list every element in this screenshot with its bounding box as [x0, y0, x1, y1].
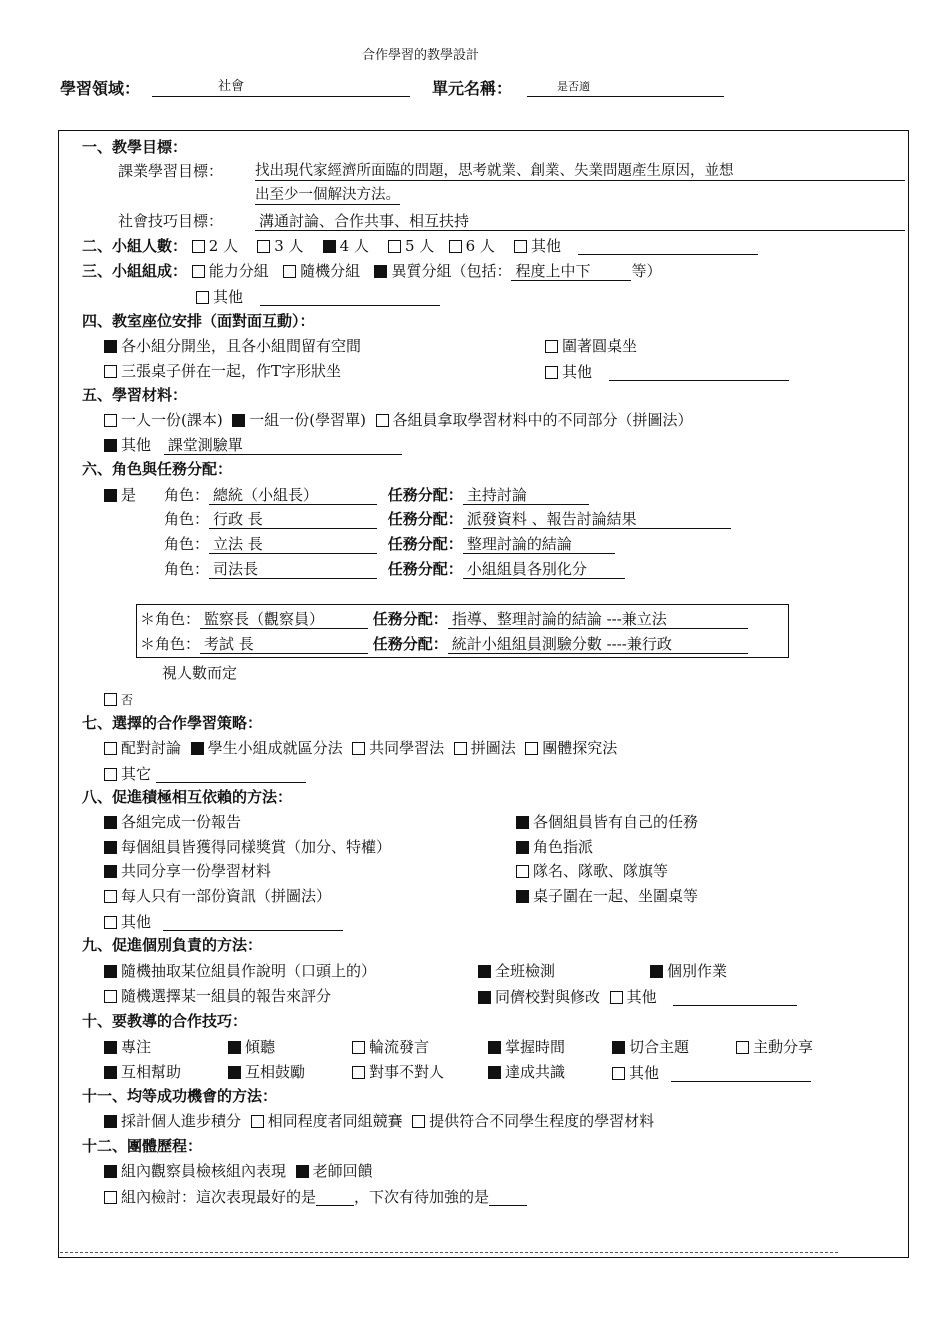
- s10-r1-5: [612, 1038, 689, 1056]
- s5-row2: [104, 436, 402, 455]
- s9-opt4: [104, 987, 331, 1005]
- s12-opt3-label: 組內檢討：這次表現最好的是: [121, 1188, 317, 1206]
- s9-opt3-label: 個別作業: [667, 962, 728, 980]
- s10-label: 掌握時間: [505, 1038, 566, 1056]
- s12-best-blank[interactable]: [316, 1187, 354, 1206]
- social-goal-label: 社會技巧目標：: [118, 212, 224, 230]
- s12-row1: [104, 1162, 373, 1180]
- role-value: 立法 長: [209, 535, 377, 554]
- task-label: 任務分配：: [387, 560, 463, 578]
- checkbox-2[interactable]: [192, 240, 205, 253]
- academic-goal-text1: 找出現代家經濟所面臨的問題，思考就業、創業、失業問題產生原因，並想: [255, 163, 734, 179]
- other-blank[interactable]: [578, 236, 758, 255]
- s12-row2: [104, 1187, 527, 1206]
- checkbox-s11-2[interactable]: [251, 1115, 264, 1128]
- checkbox-s7-6[interactable]: [104, 768, 117, 781]
- s3-other-blank[interactable]: [260, 287, 440, 306]
- s8-right-3: [516, 862, 668, 880]
- checkbox-s6-yes[interactable]: [104, 489, 117, 502]
- checkbox-s9-4[interactable]: [104, 990, 117, 1003]
- academic-goal-text2: 出至少一個解決方法。: [255, 187, 400, 203]
- s2-title: 二、小組人數：: [82, 237, 188, 255]
- s11-opt1-label: 採計個人進步積分: [121, 1112, 242, 1130]
- s4-opt3-label: 三張桌子併在一起，作T字形狀坐: [121, 362, 342, 380]
- s4-opt2: [545, 337, 637, 355]
- academic-goal-line2: [255, 186, 400, 205]
- s9-opt3: [650, 962, 727, 980]
- s12-improve-blank[interactable]: [489, 1187, 527, 1206]
- s11-opt2-label: 相同程度者同組競賽: [267, 1112, 403, 1130]
- s10-r2-2: [228, 1063, 305, 1081]
- s8-left-2: [104, 838, 391, 856]
- domain-value-field: [152, 78, 410, 97]
- s8-right-2: [516, 838, 593, 856]
- star-role-label: ＊角色：: [140, 635, 201, 653]
- s9-opt4-label: 隨機選擇某一組員的報告來評分: [121, 987, 332, 1005]
- unit-value-field: [527, 78, 724, 97]
- s8-left-label: 每人只有一部份資訊（拼圖法）: [121, 887, 332, 905]
- s9-opt5-label: 同儕校對與修改: [495, 988, 601, 1006]
- checkbox-s5-2[interactable]: [232, 414, 245, 427]
- s4-opt3: [104, 362, 341, 380]
- s12-opt3-mid: ，下次有待加強的是: [354, 1188, 490, 1206]
- s10-r1-2: [228, 1038, 275, 1056]
- checkbox-s8-r4[interactable]: [516, 890, 529, 903]
- s10-label: 對事不對人: [369, 1063, 445, 1081]
- checkbox-s10-8[interactable]: [228, 1066, 241, 1079]
- checkbox-s12-3[interactable]: [104, 1191, 117, 1204]
- s6-yes: [104, 486, 136, 504]
- hetero-label: 異質分組（包括：: [391, 262, 512, 280]
- role-value: 總統（小組長）: [209, 486, 377, 505]
- random-label: 隨機分組: [300, 262, 361, 280]
- social-goal-text: 溝通討論、合作共事、相互扶持: [259, 212, 470, 230]
- checkbox-s10-3[interactable]: [352, 1041, 365, 1054]
- checkbox-s10-5[interactable]: [612, 1041, 625, 1054]
- s12-opt1-label: 組內觀察員檢核組內表現: [121, 1162, 287, 1180]
- checkbox-5[interactable]: [388, 240, 401, 253]
- s9-opt5: [478, 987, 797, 1006]
- s9-title: 九、促進個別負責的方法：: [82, 936, 263, 954]
- s3-other-row: [196, 287, 440, 306]
- task-label: 任務分配：: [387, 486, 463, 504]
- checkbox-s7-4[interactable]: [454, 742, 467, 755]
- s12-opt2-label: 老師回饋: [312, 1162, 373, 1180]
- checkbox-s10-9[interactable]: [352, 1066, 365, 1079]
- checkbox-s10-10[interactable]: [488, 1066, 501, 1079]
- s10-label: 主動分享: [753, 1038, 814, 1056]
- checkbox-s12-1[interactable]: [104, 1165, 117, 1178]
- s10-title: 十、要教導的合作技巧：: [82, 1012, 248, 1030]
- checkbox-s9-6[interactable]: [610, 991, 623, 1004]
- s10-r1-4: [488, 1038, 565, 1056]
- s5-other-value: 課堂測驗單: [164, 436, 402, 455]
- s6-title: 六、角色與任務分配：: [82, 460, 233, 478]
- s8-right-label: 隊名、隊歌、隊旗等: [533, 862, 669, 880]
- academic-goal-line1: [255, 162, 905, 181]
- s7-other-blank[interactable]: [156, 764, 306, 783]
- s10-label: 達成共識: [505, 1063, 566, 1081]
- s7-opt4-label: 拼圖法: [470, 739, 516, 757]
- checkbox-s7-2[interactable]: [191, 742, 204, 755]
- checkbox-s8-l2[interactable]: [104, 841, 117, 854]
- s9-other-blank[interactable]: [673, 987, 797, 1006]
- hetero-value: 程度上中下: [511, 262, 631, 281]
- checkbox-s7-1[interactable]: [104, 742, 117, 755]
- opt-5-label: 5 人: [404, 237, 435, 255]
- s9-opt2: [478, 962, 555, 980]
- bottom-dashed-line: [60, 1252, 838, 1253]
- s9-opt1-label: 隨機抽取某位組員作說明（口頭上的）: [121, 962, 377, 980]
- s8-right-label: 各個組員皆有自己的任務: [533, 813, 699, 831]
- checkbox-s7-3[interactable]: [352, 742, 365, 755]
- checkbox-s10-6[interactable]: [736, 1041, 749, 1054]
- s3-row: [82, 262, 661, 281]
- s10-label: 專注: [121, 1038, 152, 1056]
- star-role-value: 監察長（觀察員）: [200, 610, 368, 629]
- role-value: 行政 長: [209, 510, 377, 529]
- s12-title: 十二、團體歷程：: [82, 1137, 203, 1155]
- checkbox-s8-r2[interactable]: [516, 841, 529, 854]
- s9-opt1: [104, 962, 376, 980]
- s5-opt2-label: 一組一份(學習單): [249, 411, 366, 429]
- s5-row1: [104, 411, 693, 429]
- checkbox-s8-l4[interactable]: [104, 890, 117, 903]
- checkbox-s9-3[interactable]: [650, 965, 663, 978]
- s7-opt2-label: 學生小組成就區分法: [207, 739, 343, 757]
- domain-value: 社會: [218, 79, 245, 94]
- s8-left-1: [104, 813, 241, 831]
- checkbox-s4-4[interactable]: [545, 366, 558, 379]
- s3-other-label: 其他: [213, 288, 244, 306]
- s9-opt6-label: 其他: [626, 988, 657, 1006]
- checkbox-s7-5[interactable]: [525, 742, 538, 755]
- unit-value: 是否適: [557, 80, 590, 93]
- checkbox-s8-r1[interactable]: [516, 816, 529, 829]
- s4-title: 四、教室座位安排（面對面互動）：: [82, 312, 315, 330]
- role-row-3: [164, 535, 615, 554]
- star-task-value: 指導、整理討論的結論 ---兼立法: [448, 610, 748, 629]
- role-label: 角色：: [164, 486, 210, 504]
- checkbox-hetero[interactable]: [374, 265, 387, 278]
- s4-opt4-label: 其他: [562, 363, 593, 381]
- s9-opt2-label: 全班檢測: [495, 962, 556, 980]
- checkbox-s3-other[interactable]: [196, 291, 209, 304]
- checkbox-s5-3[interactable]: [376, 414, 389, 427]
- s5-opt3-label: 各組員拿取學習材料中的不同部分（拼圖法）: [392, 411, 693, 429]
- role-value: 司法長: [209, 560, 377, 579]
- checkbox-s12-2[interactable]: [296, 1165, 309, 1178]
- checkbox-s6-no[interactable]: [104, 693, 117, 706]
- s6-yes-label: 是: [121, 486, 137, 504]
- s10-r1-1: [104, 1038, 151, 1056]
- checkbox-3[interactable]: [257, 240, 270, 253]
- s3-title: 三、小組組成：: [82, 262, 188, 280]
- opt-6-label: 6 人: [465, 237, 495, 255]
- s10-r2-5: [612, 1063, 811, 1082]
- checkbox-6[interactable]: [449, 240, 462, 253]
- s10-r1-3: [352, 1038, 429, 1056]
- s10-r2-1: [104, 1063, 181, 1081]
- s7-opt6-label: 其它: [121, 765, 152, 783]
- s8-left-label: 共同分享一份學習材料: [121, 862, 272, 880]
- s4-opt4: [545, 362, 789, 381]
- s8-right-label: 桌子圍在一起、坐圍桌等: [533, 887, 699, 905]
- task-value: 整理討論的結論: [463, 535, 615, 554]
- checkbox-ability[interactable]: [192, 265, 205, 278]
- s1-title: 一、教學目標：: [82, 138, 188, 156]
- opt-3-label: 3 人: [274, 237, 304, 255]
- s4-opt1: [104, 337, 361, 355]
- s8-left-label: 每個組員皆獲得同樣獎賞（加分、特權）: [121, 838, 392, 856]
- task-label: 任務分配：: [387, 510, 463, 528]
- s6-no-label: 否: [121, 693, 134, 707]
- s4-other-blank[interactable]: [609, 362, 789, 381]
- role-label: 角色：: [164, 510, 210, 528]
- hetero-end: 等）: [631, 262, 662, 280]
- s8-left-3: [104, 862, 271, 880]
- s10-label: 互相鼓勵: [245, 1063, 306, 1081]
- checkbox-s10-7[interactable]: [104, 1066, 117, 1079]
- checkbox-s4-1[interactable]: [104, 340, 117, 353]
- s8-title: 八、促進積極相互依賴的方法：: [82, 788, 293, 806]
- s8-other-blank[interactable]: [163, 912, 343, 931]
- checkbox-s8-l1[interactable]: [104, 816, 117, 829]
- unit-label: 單元名稱：: [432, 79, 513, 98]
- star-row-1: [140, 610, 748, 629]
- s10-label: 互相幫助: [121, 1063, 182, 1081]
- s8-left-label: 各組完成一份報告: [121, 813, 242, 831]
- s10-r2-3: [352, 1063, 444, 1081]
- social-goal-line: [255, 212, 905, 231]
- task-value: 主持討論: [463, 486, 589, 505]
- checkbox-s9-5[interactable]: [478, 991, 491, 1004]
- s4-opt2-label: 圍著圓桌坐: [562, 337, 638, 355]
- checkbox-s9-2[interactable]: [478, 965, 491, 978]
- checkbox-s5-1[interactable]: [104, 414, 117, 427]
- s10-r2-4: [488, 1063, 565, 1081]
- star-task-label: 任務分配：: [372, 610, 448, 628]
- checkbox-s10-4[interactable]: [488, 1041, 501, 1054]
- s11-row: [104, 1112, 654, 1130]
- s8-left-label: 其他: [121, 913, 152, 931]
- s7-opt1-label: 配對討論: [121, 739, 182, 757]
- star-role-label: ＊角色：: [140, 610, 201, 628]
- s11-opt3-label: 提供符合不同學生程度的學習材料: [429, 1112, 655, 1130]
- s2-row: [82, 236, 758, 255]
- s6-note: 視人數而定: [162, 664, 238, 682]
- s8-right-4: [516, 887, 698, 905]
- checkbox-s11-3[interactable]: [412, 1115, 425, 1128]
- s11-title: 十一、均等成功機會的方法：: [82, 1087, 278, 1105]
- role-row-1: [164, 486, 589, 505]
- s10-label: 傾聽: [245, 1038, 276, 1056]
- s7-row2: [104, 764, 306, 783]
- s5-opt4-label: 其他: [121, 436, 152, 454]
- domain-label: 學習領域：: [60, 79, 141, 98]
- checkbox-s10-2[interactable]: [228, 1041, 241, 1054]
- role-row-2: [164, 510, 731, 529]
- opt-4-label: 4 人: [339, 237, 369, 255]
- opt-other-label: 其他: [530, 237, 561, 255]
- star-task-label: 任務分配：: [372, 635, 448, 653]
- academic-goal-label: 課業學習目標：: [118, 162, 224, 180]
- s5-title: 五、學習材料：: [82, 386, 188, 404]
- task-label: 任務分配：: [387, 535, 463, 553]
- task-value: 小組組員各別化分: [463, 560, 625, 579]
- ability-label: 能力分組: [208, 262, 269, 280]
- document-title: 合作學習的教學設計: [362, 48, 480, 63]
- star-role-value: 考試 長: [200, 635, 368, 654]
- checkbox-s9-1[interactable]: [104, 965, 117, 978]
- checkbox-random[interactable]: [283, 265, 296, 278]
- s10-label: 輪流發言: [369, 1038, 430, 1056]
- s7-opt5-label: 團體探究法: [542, 739, 618, 757]
- s7-row1: [104, 739, 617, 757]
- s8-left-5: [104, 912, 343, 931]
- s4-opt1-label: 各小組分開坐，且各小組間留有空間: [121, 337, 362, 355]
- s5-opt1-label: 一人一份(課本): [121, 411, 223, 429]
- s10-other-blank[interactable]: [671, 1063, 811, 1082]
- star-row-2: [140, 635, 748, 654]
- s8-left-4: [104, 887, 331, 905]
- role-row-4: [164, 560, 625, 579]
- s7-title: 七、選擇的合作學習策略：: [82, 714, 263, 732]
- checkbox-s11-1[interactable]: [104, 1115, 117, 1128]
- checkbox-s8-l5[interactable]: [104, 916, 117, 929]
- s8-right-1: [516, 813, 698, 831]
- checkbox-s10-1[interactable]: [104, 1041, 117, 1054]
- star-task-value: 統計小組組員測驗分數 ----兼行政: [448, 635, 748, 654]
- role-label: 角色：: [164, 560, 210, 578]
- checkbox-other[interactable]: [514, 240, 527, 253]
- checkbox-4[interactable]: [323, 240, 336, 253]
- s7-opt3-label: 共同學習法: [369, 739, 445, 757]
- s8-right-label: 角色指派: [533, 838, 594, 856]
- checkbox-s10-11[interactable]: [612, 1067, 625, 1080]
- checkbox-s8-r3[interactable]: [516, 865, 529, 878]
- role-label: 角色：: [164, 535, 210, 553]
- checkbox-s8-l3[interactable]: [104, 865, 117, 878]
- checkbox-s5-4[interactable]: [104, 439, 117, 452]
- checkbox-s4-2[interactable]: [545, 340, 558, 353]
- task-value: 派發資料 、報告討論結果: [463, 510, 731, 529]
- s10-label: 切合主題: [629, 1038, 690, 1056]
- opt-2-label: 2 人: [208, 237, 239, 255]
- checkbox-s4-3[interactable]: [104, 365, 117, 378]
- s10-label: 其他: [629, 1064, 660, 1082]
- s6-no: [104, 690, 133, 709]
- s10-r1-6: [736, 1038, 813, 1056]
